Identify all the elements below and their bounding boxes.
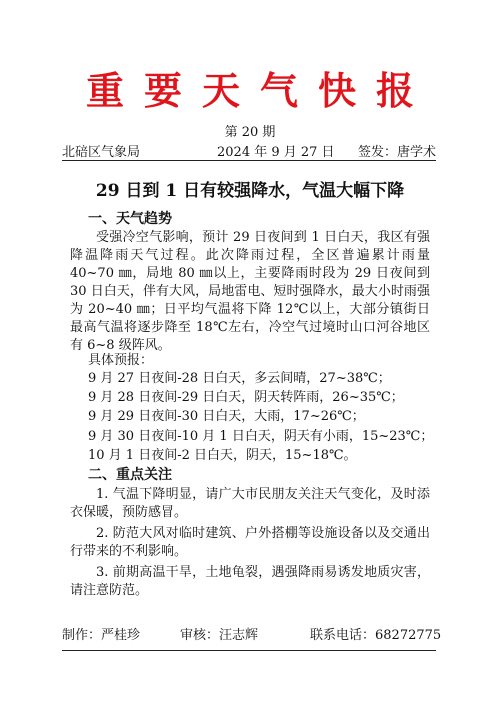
issue-date: 2024 年 9 月 27 日 (217, 145, 335, 160)
forecast-item: 9 月 29 日夜间-30 日白天，大雨，17~26℃； (88, 409, 365, 424)
focus-item-block (70, 564, 430, 600)
focus-item: 2. 防范大风对临时建筑、户外搭棚等设施设备以及交通出行带来的不利影响。 (70, 526, 430, 559)
forecast-item: 10 月 1 日夜间-2 日白天，阴天，15~18℃。 (88, 448, 357, 463)
reviewer: 审核：汪志辉 (180, 628, 259, 643)
meta-row (62, 141, 436, 159)
signer: 签发：唐学术 (357, 145, 436, 160)
trend-paragraph-block (70, 229, 430, 355)
forecast-item: 9 月 30 日夜间-10 月 1 日白天，阴天有小雨，15~23℃； (88, 429, 434, 444)
author: 制作：严桂珍 (62, 628, 141, 643)
contact-phone: 联系电话：68272775 (310, 628, 442, 643)
issue-number: 第 20 期 (224, 125, 276, 140)
forecast-item: 9 月 28 日夜间-29 日白天，阴天转阵雨，26~35℃； (88, 390, 404, 405)
bulletin-headline: 29 日到 1 日有较强降水，气温大幅下降 (95, 181, 405, 201)
section-heading-focus: 二、重点关注 (88, 467, 172, 483)
forecast-item: 9 月 27 日夜间-28 日白天，多云间晴，27~38℃； (88, 371, 391, 386)
issuing-organization: 北碚区气象局 (62, 145, 141, 160)
focus-item: 3. 前期高温干旱，土地龟裂，遇强降雨易诱发地质灾害，请注意防范。 (70, 565, 430, 598)
focus-item-block (70, 486, 430, 522)
bulletin-masthead: 重要天气快报 (85, 68, 434, 113)
footer-divider (62, 650, 436, 651)
trend-paragraph: 受强冷空气影响，预计 29 日夜间到 1 日白天，我区有强降温降雨天气过程。此次降雨过程，全区普遍累计雨量 40~70 ㎜，局地 80 ㎜以上，主要降雨时段为 29 日夜间到 30 日白天，伴有大风，局地雷电、短时强降水，最大小时雨强为 20~40 ㎜；日平均气温将下降 12℃以上，大部分镇街日最高气温将逐步降至 18℃左右，冷空气过境时山口河谷地区有 6~8 级阵风。 (70, 230, 430, 353)
header-divider (62, 160, 436, 161)
footer-row (62, 624, 442, 643)
section-heading-trend: 一、天气趋势 (88, 211, 172, 227)
forecast-label: 具体预报： (88, 353, 154, 368)
focus-item: 1. 气温下降明显，请广大市民朋友关注天气变化，及时添衣保暖，预防感冒。 (70, 487, 430, 520)
focus-item-block (70, 525, 430, 561)
